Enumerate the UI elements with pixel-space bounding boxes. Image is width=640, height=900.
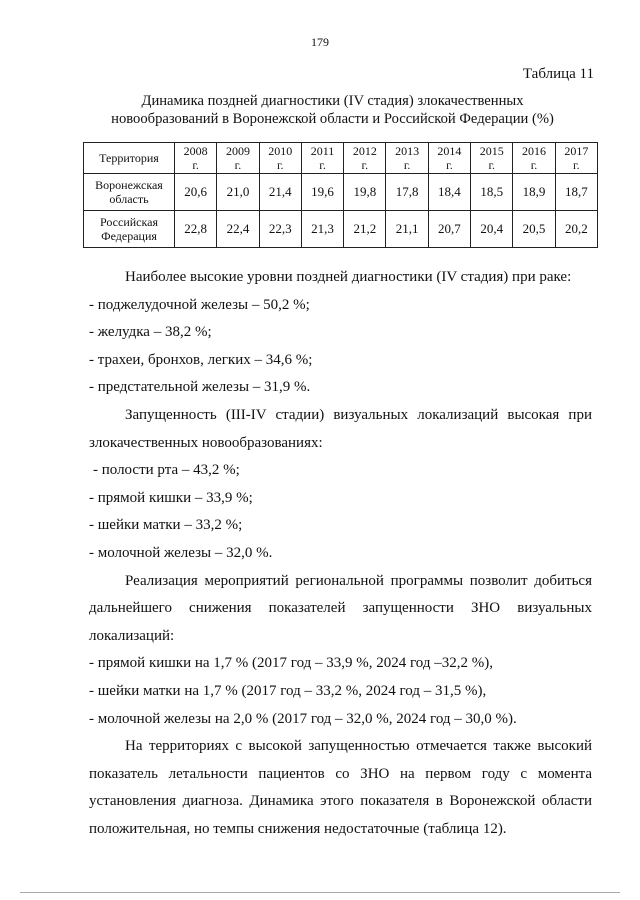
header-year: [301, 143, 343, 174]
territory-name: Воронежская: [95, 178, 163, 192]
paragraph-line: показатель летальности пациентов со ЗНО на первом году с момента: [89, 765, 592, 782]
table-caption-line: Динамика поздней диагностики (IV стадия) злокачественных: [141, 93, 524, 109]
territory-cell: [84, 211, 175, 248]
value-cell: 21,0: [217, 174, 259, 211]
value-cell: 20,6: [175, 174, 217, 211]
header-year: [471, 143, 513, 174]
table-row: [84, 174, 598, 211]
header-territory: Территория: [84, 143, 175, 174]
year-value: 2009: [225, 144, 250, 158]
table-label: Таблица 11: [522, 66, 594, 82]
value-cell: 21,1: [386, 211, 428, 248]
value-cell: 18,5: [471, 174, 513, 211]
year-suffix: г.: [234, 158, 242, 172]
paragraph-line: Реализация мероприятий региональной программы позволит добиться: [125, 572, 592, 589]
year-value: 2015: [479, 144, 504, 158]
year-value: 2012: [352, 144, 377, 158]
value-cell: 18,7: [555, 174, 597, 211]
header-year: [259, 143, 301, 174]
year-value: 2016: [522, 144, 547, 158]
list-item: - шейки матки – 33,2 %;: [89, 517, 243, 534]
paragraph-line: дальнейшего снижения показателей запущенности ЗНО визуальных: [89, 600, 592, 617]
year-suffix: г.: [488, 158, 496, 172]
year-suffix: г.: [573, 158, 580, 172]
paragraph-line: Запущенность (III-IV стадии) визуальных локализаций высокая при: [125, 406, 592, 423]
header-year: [344, 143, 386, 174]
list-item: - прямой кишки на 1,7 % (2017 год – 33,9 %, 2024 год –32,2 %),: [89, 655, 493, 672]
value-cell: 18,9: [513, 174, 555, 211]
territory-cell: [84, 174, 175, 211]
value-cell: 22,8: [175, 211, 217, 248]
table-header-row: [84, 143, 598, 174]
paragraph-line: злокачественных новообразованиях:: [89, 434, 323, 451]
value-cell: 20,2: [555, 211, 597, 248]
header-year: [386, 143, 428, 174]
paragraph-line: положительная, но темпы снижения недостаточные (таблица 12).: [89, 820, 507, 837]
year-value: 2008: [183, 144, 208, 158]
list-item: - молочной железы – 32,0 %.: [89, 544, 273, 561]
territory-name: Федерация: [101, 229, 157, 243]
year-suffix: г.: [361, 158, 369, 172]
value-cell: 21,3: [301, 211, 343, 248]
data-table: [83, 142, 598, 248]
value-cell: 22,4: [217, 211, 259, 248]
list-item: - полости рта – 43,2 %;: [93, 462, 240, 479]
header-year: [428, 143, 470, 174]
list-item: - трахеи, бронхов, легких – 34,6 %;: [89, 351, 313, 368]
year-value: 2011: [310, 144, 335, 158]
list-item: - предстательной железы – 31,9 %.: [89, 379, 311, 396]
value-cell: 20,4: [471, 211, 513, 248]
year-value: 2013: [395, 144, 420, 158]
year-suffix: г.: [446, 158, 453, 172]
value-cell: 20,7: [428, 211, 470, 248]
value-cell: 22,3: [259, 211, 301, 248]
year-value: 2017: [564, 144, 589, 158]
page-bottom-rule: [20, 892, 620, 893]
value-cell: 19,8: [344, 174, 386, 211]
header-year: [175, 143, 217, 174]
value-cell: 21,4: [259, 174, 301, 211]
list-item: - желудка – 38,2 %;: [89, 324, 212, 341]
year-suffix: г.: [192, 158, 199, 172]
table-row: [84, 211, 598, 248]
year-suffix: г.: [319, 158, 326, 172]
year-suffix: г.: [276, 158, 284, 172]
year-value: 2014: [437, 144, 462, 158]
value-cell: 17,8: [386, 174, 428, 211]
value-cell: 20,5: [513, 211, 555, 248]
list-item: - прямой кишки – 33,9 %;: [89, 489, 253, 506]
value-cell: 18,4: [428, 174, 470, 211]
list-item: - молочной железы на 2,0 % (2017 год – 32,0 %, 2024 год – 30,0 %).: [89, 710, 517, 727]
header-year: [217, 143, 259, 174]
table-caption: [60, 92, 605, 128]
table-caption-line: новообразований в Воронежской области и Российской Федерации (%): [111, 111, 554, 127]
year-suffix: г.: [403, 158, 411, 172]
paragraph-line: установления диагноза. Динамика этого показателя в Воронежской области: [89, 793, 592, 810]
header-year: [555, 143, 597, 174]
paragraph-line: локализаций:: [89, 627, 175, 644]
year-value: 2010: [268, 144, 293, 158]
value-cell: 21,2: [344, 211, 386, 248]
list-item: - поджелудочной железы – 50,2 %;: [89, 296, 310, 313]
page-number: 179: [311, 35, 329, 49]
territory-name: область: [109, 192, 149, 206]
body-text: [89, 264, 592, 843]
year-suffix: г.: [530, 158, 538, 172]
list-item: - шейки матки на 1,7 % (2017 год – 33,2 %, 2024 год – 31,5 %),: [89, 682, 487, 699]
header-year: [513, 143, 555, 174]
territory-name: Российская: [100, 215, 158, 229]
value-cell: 19,6: [301, 174, 343, 211]
paragraph-line: На территориях с высокой запущенностью отмечается также высокий: [125, 738, 592, 755]
paragraph: Наиболее высокие уровни поздней диагностики (IV стадия) при раке:: [125, 269, 572, 285]
